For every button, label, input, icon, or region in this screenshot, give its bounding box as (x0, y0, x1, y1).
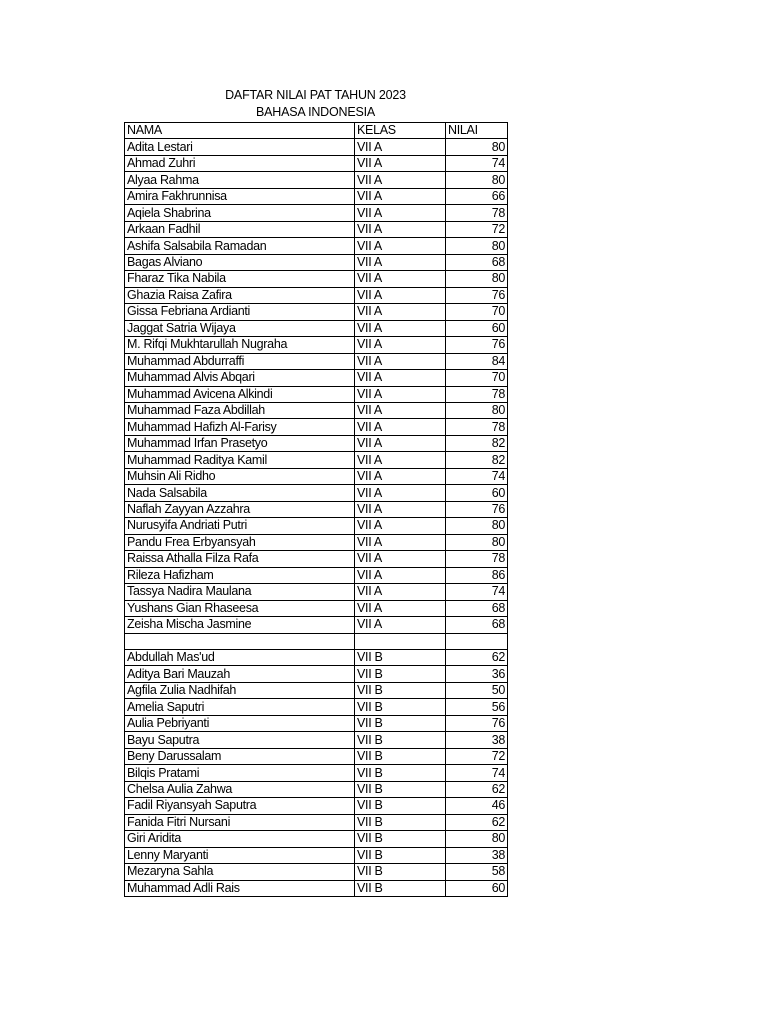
cell-nama: Agfila Zulia Nadhifah (125, 682, 355, 698)
cell-nama: Zeisha Mischa Jasmine (125, 617, 355, 633)
table-row (125, 238, 508, 254)
cell-nilai: 38 (446, 847, 508, 863)
cell-nama: Naflah Zayyan Azzahra (125, 501, 355, 517)
cell-kelas: VII B (355, 765, 446, 781)
cell-nilai: 66 (446, 188, 508, 204)
header-nama: NAMA (125, 123, 355, 139)
cell-nama: Bayu Saputra (125, 732, 355, 748)
cell-nama: Muhammad Irfan Prasetyo (125, 435, 355, 451)
table-row (125, 320, 508, 336)
cell-kelas: VII B (355, 682, 446, 698)
table-row (125, 551, 508, 567)
table-row (125, 847, 508, 863)
cell-kelas: VII A (355, 139, 446, 155)
cell-nilai: 80 (446, 518, 508, 534)
table-row (125, 172, 508, 188)
cell-nilai: 76 (446, 501, 508, 517)
table-row (125, 814, 508, 830)
table-row (125, 518, 508, 534)
cell-nilai (446, 633, 508, 649)
table-row (125, 419, 508, 435)
cell-nilai: 46 (446, 798, 508, 814)
cell-nama: Alyaa Rahma (125, 172, 355, 188)
cell-kelas: VII B (355, 781, 446, 797)
cell-nilai: 80 (446, 172, 508, 188)
cell-nilai: 38 (446, 732, 508, 748)
cell-kelas: VII A (355, 238, 446, 254)
cell-nama: Muhammad Raditya Kamil (125, 452, 355, 468)
table-row (125, 781, 508, 797)
table-row (125, 155, 508, 171)
cell-nama: Ghazia Raisa Zafira (125, 287, 355, 303)
table-row (125, 732, 508, 748)
cell-nilai: 62 (446, 814, 508, 830)
cell-kelas: VII A (355, 320, 446, 336)
cell-nilai: 80 (446, 534, 508, 550)
table-row (125, 221, 508, 237)
cell-kelas: VII A (355, 188, 446, 204)
cell-kelas: VII B (355, 798, 446, 814)
cell-kelas: VII A (355, 600, 446, 616)
cell-nama (125, 633, 355, 649)
cell-kelas: VII A (355, 452, 446, 468)
cell-nilai: 78 (446, 419, 508, 435)
cell-nilai: 74 (446, 155, 508, 171)
cell-kelas: VII B (355, 666, 446, 682)
cell-nama: Bagas Alviano (125, 254, 355, 270)
cell-nilai: 60 (446, 320, 508, 336)
table-row (125, 287, 508, 303)
cell-nama: Raissa Athalla Filza Rafa (125, 551, 355, 567)
table-row (125, 584, 508, 600)
cell-nama: Ashifa Salsabila Ramadan (125, 238, 355, 254)
cell-nilai: 70 (446, 304, 508, 320)
cell-nama: Muhammad Hafizh Al-Farisy (125, 419, 355, 435)
cell-nilai: 76 (446, 287, 508, 303)
cell-nama: Aqiela Shabrina (125, 205, 355, 221)
cell-nama: Lenny Maryanti (125, 847, 355, 863)
cell-kelas: VII A (355, 353, 446, 369)
cell-nama: Fanida Fitri Nursani (125, 814, 355, 830)
cell-kelas: VII B (355, 732, 446, 748)
table-row (125, 188, 508, 204)
table-row (125, 435, 508, 451)
cell-kelas: VII A (355, 337, 446, 353)
cell-nilai: 86 (446, 567, 508, 583)
cell-nama: Muhammad Adli Rais (125, 880, 355, 896)
table-row (125, 468, 508, 484)
cell-nilai: 78 (446, 205, 508, 221)
table-row (125, 534, 508, 550)
cell-nama: Pandu Frea Erbyansyah (125, 534, 355, 550)
cell-nama: Muhsin Ali Ridho (125, 468, 355, 484)
cell-nama: Mezaryna Sahla (125, 864, 355, 880)
table-row (125, 798, 508, 814)
cell-kelas: VII B (355, 748, 446, 764)
cell-nilai: 60 (446, 485, 508, 501)
cell-nilai: 68 (446, 254, 508, 270)
cell-nilai: 76 (446, 337, 508, 353)
cell-kelas: VII B (355, 699, 446, 715)
cell-nilai: 70 (446, 370, 508, 386)
cell-nama: Muhammad Abdurraffi (125, 353, 355, 369)
cell-nilai: 58 (446, 864, 508, 880)
cell-nama: Ahmad Zuhri (125, 155, 355, 171)
cell-nama: Jaggat Satria Wijaya (125, 320, 355, 336)
table-row (125, 452, 508, 468)
cell-nama: Chelsa Aulia Zahwa (125, 781, 355, 797)
table-row (125, 765, 508, 781)
table-row (125, 699, 508, 715)
cell-nama: Aulia Pebriyanti (125, 715, 355, 731)
document-subtitle: BAHASA INDONESIA (255, 105, 376, 119)
table-row (125, 304, 508, 320)
cell-nilai: 78 (446, 386, 508, 402)
cell-nilai: 74 (446, 765, 508, 781)
grades-table (124, 122, 508, 897)
cell-nama: Rileza Hafizham (125, 567, 355, 583)
cell-nama: Arkaan Fadhil (125, 221, 355, 237)
cell-nilai: 82 (446, 452, 508, 468)
table-row (125, 617, 508, 633)
table-row (125, 748, 508, 764)
cell-nilai: 80 (446, 402, 508, 418)
cell-kelas: VII A (355, 287, 446, 303)
cell-nilai: 72 (446, 221, 508, 237)
cell-kelas: VII A (355, 534, 446, 550)
cell-kelas: VII A (355, 567, 446, 583)
cell-nilai: 80 (446, 271, 508, 287)
table-row (125, 864, 508, 880)
cell-nama: Abdullah Mas'ud (125, 650, 355, 666)
cell-kelas: VII B (355, 864, 446, 880)
cell-nilai: 78 (446, 551, 508, 567)
cell-nilai: 68 (446, 600, 508, 616)
table-row (125, 139, 508, 155)
cell-nilai: 84 (446, 353, 508, 369)
cell-nilai: 74 (446, 468, 508, 484)
cell-nilai: 82 (446, 435, 508, 451)
cell-nama: Bilqis Pratami (125, 765, 355, 781)
cell-nilai: 60 (446, 880, 508, 896)
cell-nama: Fadil Riyansyah Saputra (125, 798, 355, 814)
cell-nilai: 80 (446, 238, 508, 254)
cell-nilai: 74 (446, 584, 508, 600)
cell-kelas: VII A (355, 419, 446, 435)
cell-nama: Amira Fakhrunnisa (125, 188, 355, 204)
cell-nilai: 80 (446, 831, 508, 847)
cell-nama: Tassya Nadira Maulana (125, 584, 355, 600)
cell-kelas: VII A (355, 386, 446, 402)
table-row (125, 386, 508, 402)
table-row (125, 831, 508, 847)
cell-kelas: VII A (355, 485, 446, 501)
table-row (125, 485, 508, 501)
table-row (125, 633, 508, 649)
cell-nama: Fharaz Tika Nabila (125, 271, 355, 287)
table-row (125, 567, 508, 583)
table-row (125, 600, 508, 616)
table-row (125, 370, 508, 386)
cell-nilai: 36 (446, 666, 508, 682)
cell-kelas: VII A (355, 155, 446, 171)
cell-nilai: 76 (446, 715, 508, 731)
cell-kelas: VII A (355, 221, 446, 237)
table-row (125, 682, 508, 698)
cell-kelas: VII A (355, 501, 446, 517)
cell-kelas: VII A (355, 468, 446, 484)
cell-nilai: 62 (446, 781, 508, 797)
cell-kelas: VII A (355, 172, 446, 188)
cell-kelas: VII A (355, 584, 446, 600)
table-row (125, 501, 508, 517)
table-row (125, 650, 508, 666)
cell-nilai: 62 (446, 650, 508, 666)
table-row (125, 666, 508, 682)
cell-nama: Gissa Febriana Ardianti (125, 304, 355, 320)
cell-kelas: VII A (355, 518, 446, 534)
cell-nilai: 80 (446, 139, 508, 155)
cell-nama: Amelia Saputri (125, 699, 355, 715)
cell-kelas: VII A (355, 205, 446, 221)
cell-nama: Beny Darussalam (125, 748, 355, 764)
header-kelas: KELAS (355, 123, 446, 139)
cell-nilai: 56 (446, 699, 508, 715)
table-row (125, 880, 508, 896)
cell-nama: Nada Salsabila (125, 485, 355, 501)
table-row (125, 715, 508, 731)
cell-kelas: VII A (355, 402, 446, 418)
cell-kelas: VII A (355, 551, 446, 567)
table-row (125, 402, 508, 418)
table-row (125, 205, 508, 221)
table-row (125, 353, 508, 369)
cell-nama: Muhammad Alvis Abqari (125, 370, 355, 386)
cell-nilai: 50 (446, 682, 508, 698)
cell-kelas: VII B (355, 650, 446, 666)
header-nilai: NILAI (446, 123, 508, 139)
cell-nama: Muhammad Avicena Alkindi (125, 386, 355, 402)
table-header-row (125, 123, 508, 139)
cell-kelas: VII B (355, 715, 446, 731)
cell-kelas: VII B (355, 880, 446, 896)
cell-nilai: 68 (446, 617, 508, 633)
cell-nama: Yushans Gian Rhaseesa (125, 600, 355, 616)
cell-kelas: VII A (355, 435, 446, 451)
cell-nama: Giri Aridita (125, 831, 355, 847)
cell-nama: Nurusyifa Andriati Putri (125, 518, 355, 534)
cell-kelas: VII B (355, 847, 446, 863)
cell-nilai: 72 (446, 748, 508, 764)
cell-kelas: VII B (355, 831, 446, 847)
cell-kelas: VII B (355, 814, 446, 830)
cell-nama: Aditya Bari Mauzah (125, 666, 355, 682)
cell-nama: Muhammad Faza Abdillah (125, 402, 355, 418)
table-row (125, 271, 508, 287)
table-row (125, 254, 508, 270)
cell-kelas: VII A (355, 304, 446, 320)
cell-kelas: VII A (355, 254, 446, 270)
cell-kelas (355, 633, 446, 649)
cell-nama: Adita Lestari (125, 139, 355, 155)
cell-nama: M. Rifqi Mukhtarullah Nugraha (125, 337, 355, 353)
table-row (125, 337, 508, 353)
cell-kelas: VII A (355, 617, 446, 633)
cell-kelas: VII A (355, 370, 446, 386)
document-title: DAFTAR NILAI PAT TAHUN 2023 (225, 88, 406, 102)
cell-kelas: VII A (355, 271, 446, 287)
